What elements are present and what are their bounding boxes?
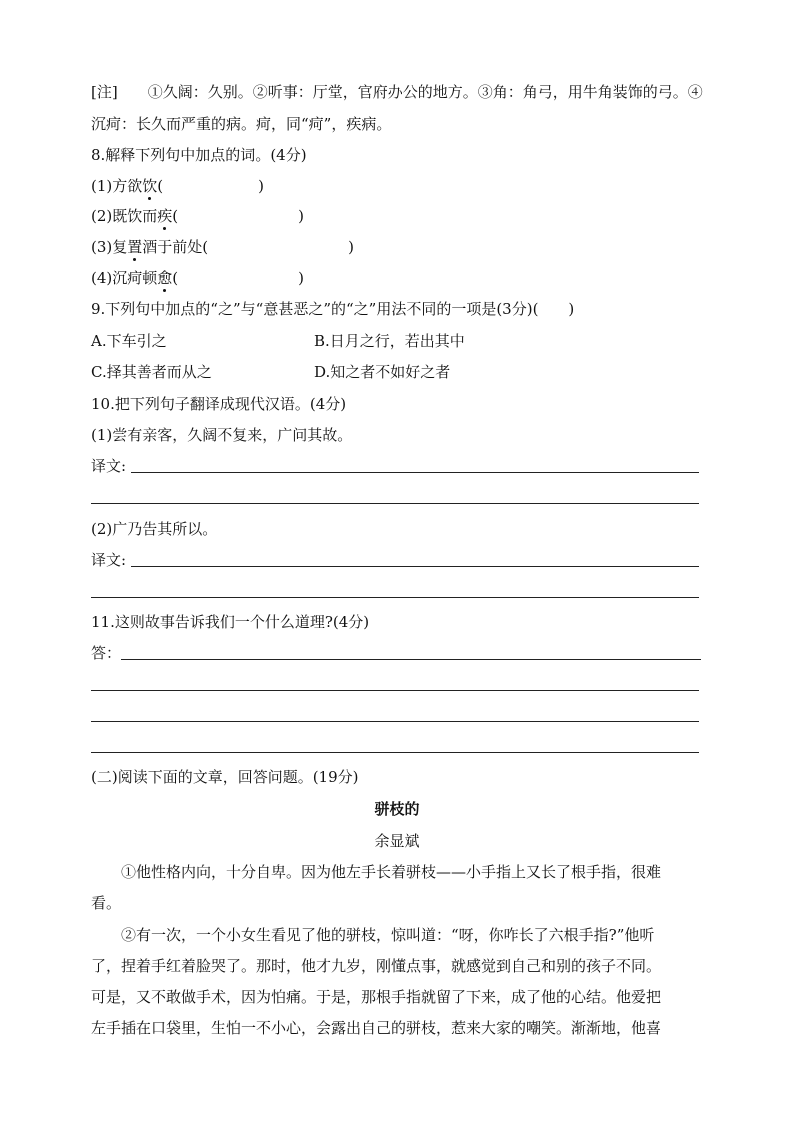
- question-9-option-a: A.下车引之: [91, 332, 167, 350]
- article-author: 余显斌: [374, 832, 420, 850]
- question-9-option-d: D.知之者不如好之者: [314, 363, 451, 381]
- answer-line[interactable]: [131, 472, 699, 473]
- question-10-sentence-1: (1)尝有亲客，久阔不复来，广问其故。: [91, 426, 353, 444]
- question-8-item-3: (3)复置酒于前处( ): [91, 238, 354, 256]
- answer-line[interactable]: [131, 566, 699, 567]
- question-8-item-1: (1)方欲饮( ): [91, 177, 264, 195]
- translation-label-2: 译文:: [91, 551, 127, 569]
- answer-line[interactable]: [91, 752, 699, 753]
- paragraph-2-line-3: 可是，又不敢做手术，因为怕痛。于是，那根手指就留了下来，成了他的心结。他爱把: [91, 988, 662, 1006]
- paragraph-2-line-2: 了，捏着手红着脸哭了。那时，他才九岁，刚懂点事，就感觉到自己和别的孩子不同。: [91, 957, 662, 975]
- paragraph-2-line-1: ②有一次，一个小女生看见了他的骈枝，惊叫道：“呀，你咋长了六根手指?”他听: [91, 926, 655, 944]
- question-8-item-4: (4)沉疴顿愈( ): [91, 269, 304, 287]
- answer-line[interactable]: [91, 597, 699, 598]
- question-11-title: 11.这则故事告诉我们一个什么道理?(4分): [91, 613, 370, 631]
- paragraph-2-line-4: 左手插在口袋里，生怕一不小心，会露出自己的骈枝，惹来大家的嘲笑。渐渐地，他喜: [91, 1019, 662, 1037]
- annotation-line-1: [注] ①久阔：久别。②听事：厅堂，官府办公的地方。③角：角弓，用牛角装饰的弓。④: [91, 83, 703, 101]
- question-8-title: 8.解释下列句中加点的词。(4分): [91, 146, 307, 164]
- article-title: 骈枝的: [374, 800, 420, 818]
- question-9-option-c: C.择其善者而从之: [91, 363, 212, 381]
- question-8-item-2: (2)既饮而疾( ): [91, 207, 304, 225]
- answer-line[interactable]: [91, 721, 699, 722]
- annotation-line-2: 沉疴：长久而严重的病。疴，同“疴”，疾病。: [91, 115, 392, 133]
- paragraph-1-line-1: ①他性格内向，十分自卑。因为他左手长着骈枝——小手指上又长了根手指，很难: [91, 863, 662, 881]
- answer-label: 答：: [91, 644, 122, 662]
- answer-line[interactable]: [91, 503, 699, 504]
- section-2-heading: (二)阅读下面的文章，回答问题。(19分): [91, 768, 359, 786]
- question-10-title: 10.把下列句子翻译成现代汉语。(4分): [91, 395, 347, 413]
- question-9-option-b: B.日月之行，若出其中: [314, 332, 465, 350]
- question-10-sentence-2: (2)广乃告其所以。: [91, 520, 218, 538]
- answer-line[interactable]: [91, 690, 699, 691]
- question-9-title: 9.下列句中加点的“之”与“意甚恶之”的“之”用法不同的一项是(3分)( ): [91, 300, 575, 318]
- answer-line[interactable]: [121, 659, 701, 660]
- paragraph-1-line-2: 看。: [91, 894, 122, 912]
- translation-label-1: 译文:: [91, 457, 127, 475]
